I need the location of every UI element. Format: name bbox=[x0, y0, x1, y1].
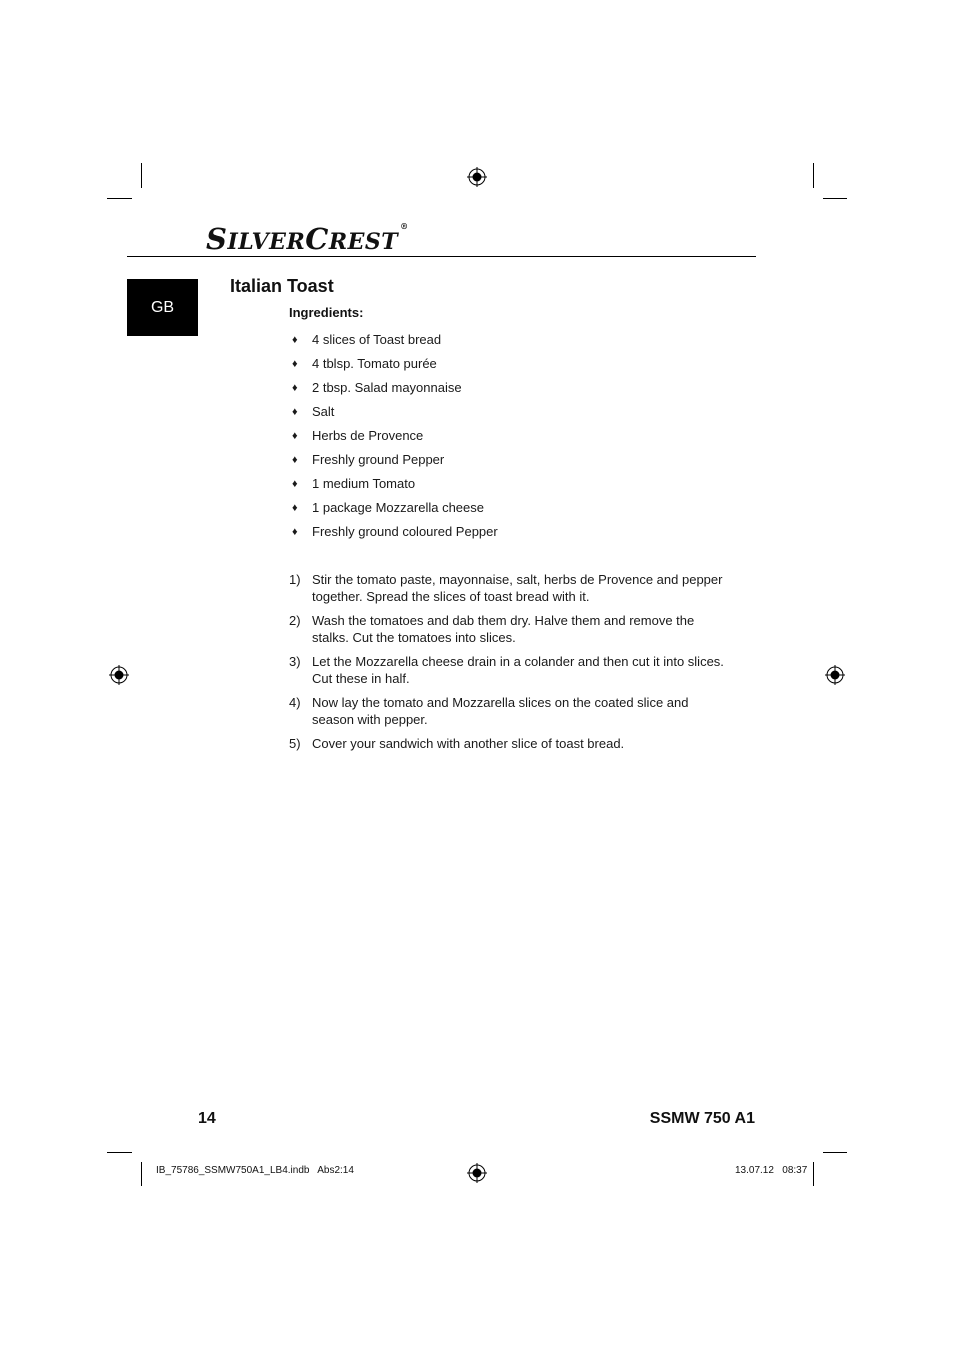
crop-mark bbox=[141, 163, 142, 188]
page-title: Italian Toast bbox=[230, 276, 334, 296]
crop-mark bbox=[823, 1152, 847, 1153]
step-text: Stir the tomato paste, mayonnaise, salt, herbs de Provence and pepper together. Spread the slices of toast bread with it. bbox=[312, 572, 723, 604]
registration-mark-icon bbox=[825, 665, 845, 685]
model-number: SSMW 750 A1 bbox=[649, 1110, 755, 1127]
list-item bbox=[292, 404, 498, 428]
registered-mark: ® bbox=[400, 220, 409, 231]
bullet-icon: ♦ bbox=[292, 406, 298, 418]
ingredients-list bbox=[292, 332, 498, 548]
ingredient-text: Freshly ground Pepper bbox=[312, 452, 445, 467]
registration-mark-icon bbox=[467, 1163, 487, 1183]
list-item bbox=[292, 428, 498, 452]
list-item bbox=[292, 500, 498, 524]
list-item bbox=[289, 571, 729, 605]
list-item bbox=[292, 524, 498, 548]
step-text: Now lay the tomato and Mozzarella slices on the coated slice and season with pepper. bbox=[312, 695, 689, 727]
list-item bbox=[289, 694, 729, 728]
file-slug: IB_75786_SSMW750A1_LB4.indb Abs2:14 bbox=[156, 1165, 354, 1176]
step-number: 5) bbox=[289, 736, 301, 751]
step-text: Let the Mozzarella cheese drain in a colander and then cut it into slices. Cut these in half. bbox=[312, 654, 724, 686]
step-text: Wash the tomatoes and dab them dry. Halve them and remove the stalks. Cut the tomatoes into slices. bbox=[312, 613, 695, 645]
brand-initial: C bbox=[305, 222, 329, 256]
step-text: Cover your sandwich with another slice of toast bread. bbox=[312, 736, 625, 751]
ingredient-text: 4 slices of Toast bread bbox=[312, 332, 442, 347]
brand-initial: S bbox=[206, 222, 228, 256]
list-item bbox=[292, 356, 498, 380]
ingredient-text: 1 medium Tomato bbox=[312, 476, 416, 491]
crop-mark bbox=[107, 1152, 132, 1153]
date-slug: 13.07.12 08:37 bbox=[735, 1165, 808, 1176]
ingredient-text: Freshly ground coloured Pepper bbox=[312, 524, 498, 539]
bullet-icon: ♦ bbox=[292, 382, 298, 394]
instructions-list bbox=[289, 571, 729, 759]
crop-mark bbox=[813, 163, 814, 188]
list-item bbox=[292, 452, 498, 476]
ingredients-heading: Ingredients: bbox=[289, 305, 364, 320]
list-item bbox=[292, 476, 498, 500]
ingredient-text: Herbs de Provence bbox=[312, 428, 424, 443]
bullet-icon: ♦ bbox=[292, 454, 298, 466]
brand-text: REST bbox=[328, 229, 399, 255]
step-number: 4) bbox=[289, 695, 301, 710]
bullet-icon: ♦ bbox=[292, 334, 298, 346]
ingredient-text: 1 package Mozzarella cheese bbox=[312, 500, 484, 515]
brand-text: ILVER bbox=[227, 229, 306, 255]
step-number: 2) bbox=[289, 613, 301, 628]
bullet-icon: ♦ bbox=[292, 478, 298, 490]
bullet-icon: ♦ bbox=[292, 526, 298, 538]
registration-mark-icon bbox=[109, 665, 129, 685]
page-number: 14 bbox=[198, 1110, 216, 1127]
step-number: 3) bbox=[289, 654, 301, 669]
list-item bbox=[292, 332, 498, 356]
list-item bbox=[289, 735, 729, 752]
language-tab: GB bbox=[127, 279, 198, 336]
list-item bbox=[289, 653, 729, 687]
ingredient-text: 4 tblsp. Tomato purée bbox=[312, 356, 437, 371]
step-number: 1) bbox=[289, 572, 301, 587]
brand-logo bbox=[206, 222, 409, 256]
ingredient-text: Salt bbox=[312, 404, 335, 419]
crop-mark bbox=[823, 198, 847, 199]
header-divider bbox=[127, 256, 756, 257]
crop-mark bbox=[141, 1162, 142, 1186]
bullet-icon: ♦ bbox=[292, 430, 298, 442]
list-item bbox=[292, 380, 498, 404]
bullet-icon: ♦ bbox=[292, 502, 298, 514]
crop-mark bbox=[107, 198, 132, 199]
crop-mark bbox=[813, 1162, 814, 1186]
registration-mark-icon bbox=[467, 167, 487, 187]
ingredient-text: 2 tbsp. Salad mayonnaise bbox=[312, 380, 462, 395]
list-item bbox=[289, 612, 729, 646]
bullet-icon: ♦ bbox=[292, 358, 298, 370]
